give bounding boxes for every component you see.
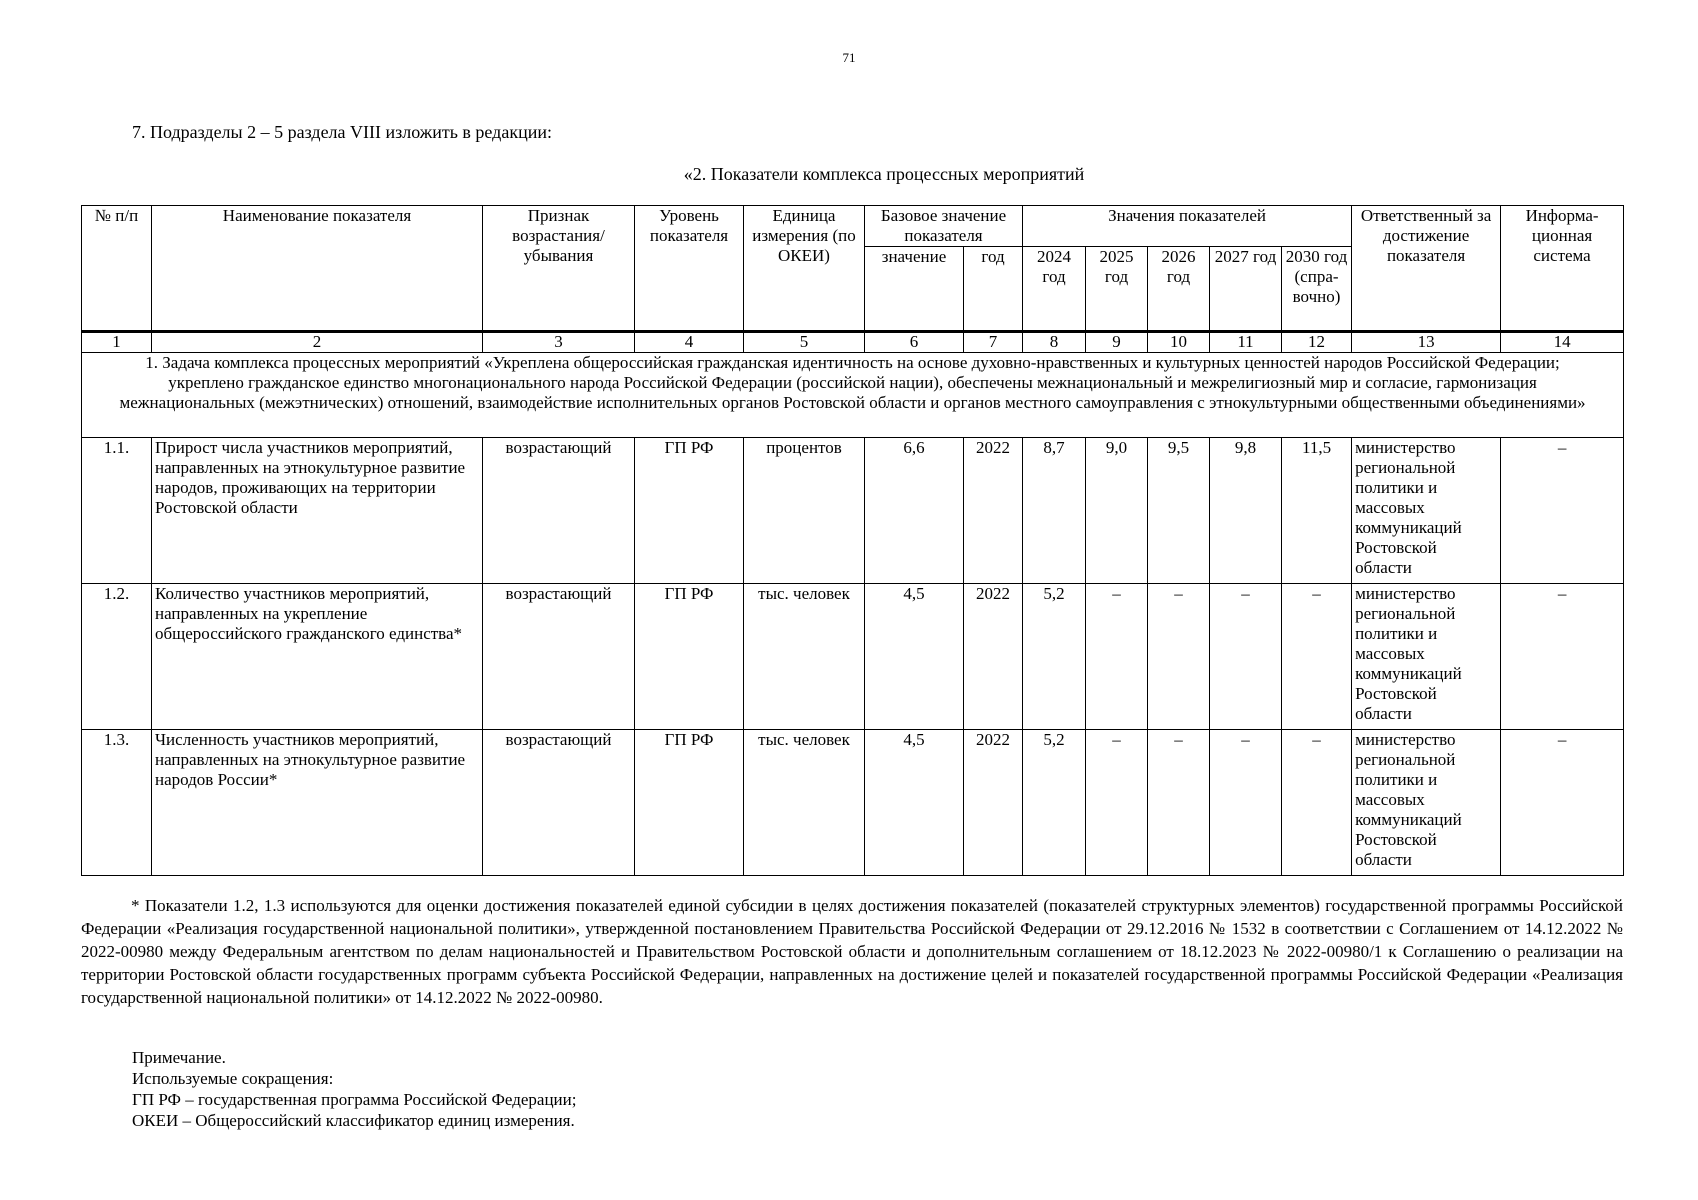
col-number: 12 — [1282, 332, 1352, 353]
row-base-year: 2022 — [964, 584, 1023, 730]
row-trend: возрастающий — [483, 730, 635, 876]
row-2025: – — [1086, 584, 1148, 730]
row-2025: 9,0 — [1086, 438, 1148, 584]
col-number: 1 — [82, 332, 152, 353]
notes-block — [132, 1047, 576, 1131]
footnote: * Показатели 1.2, 1.3 используются для оценки достижения показателей единой субсидии в целях достижения показателей (показателей структурных элементов) государственной программы Российской Федерации «Реализация государственной национальной политики», утвержденной постановлением Правительства Российской Федерации от 29.12.2016 № 1532 в соответствии с Соглашением от 14.12.2022 № 2022-00980 между Федеральным агентством по делам национальностей и Правительством Ростовской области и дополнительным соглашением от 18.12.2023 № 2022-00980/1 к Соглашению о реализации на территории Ростовской области государственных программ субъекта Российской Федерации, направленных на достижение целей и показателей государственной программы Российской Федерации «Реализация государственной национальной политики» от 14.12.2022 № 2022-00980. — [81, 896, 1623, 1007]
header-2030: 2030 год (спра-вочно) — [1282, 247, 1352, 332]
row-2027: – — [1210, 730, 1282, 876]
subsection-title: «2. Показатели комплекса процессных мероприятий — [683, 164, 1085, 184]
header-2025: 2025 год — [1086, 247, 1148, 332]
row-base-value: 4,5 — [865, 584, 964, 730]
row-base-value: 6,6 — [865, 438, 964, 584]
task-row — [82, 353, 1624, 438]
row-info-system: – — [1501, 438, 1624, 584]
row-name: Количество участников мероприятий, направленных на укрепление общероссийского гражданского единства* — [152, 584, 483, 730]
row-base-year: 2022 — [964, 730, 1023, 876]
row-base-value: 4,5 — [865, 730, 964, 876]
row-2030: 11,5 — [1282, 438, 1352, 584]
notes-subtitle: Используемые сокращения: — [132, 1069, 334, 1088]
row-num: 1.1. — [82, 438, 152, 584]
col-number: 9 — [1086, 332, 1148, 353]
row-responsible: министерство региональной политики и массовых коммуникаций Ростовской области — [1352, 730, 1501, 876]
header-name: Наименование показателя — [152, 206, 483, 332]
row-2025: – — [1086, 730, 1148, 876]
header-unit: Единица измерения (по ОКЕИ) — [744, 206, 865, 332]
col-number: 8 — [1023, 332, 1086, 353]
task-text: 1. Задача комплекса процессных мероприятий «Укреплена общероссийская гражданская идентичность на основе духовно-нравственных и культурных ценностей народов Российской Федерации; укреплено гражданское единство многонационального народа Российской Федерации (российской нации), обеспечены межнациональный и межрелигиозный мир и согласие, гармонизация межнациональных (межэтнических) отношений, взаимодействие исполнительных органов Ростовской области и органов местного самоуправления с этнокультурными общественными объединениями» — [82, 353, 1624, 438]
row-2030: – — [1282, 584, 1352, 730]
row-unit: тыс. человек — [744, 730, 865, 876]
table-row — [82, 584, 1624, 730]
row-2024: 5,2 — [1023, 584, 1086, 730]
row-2024: 8,7 — [1023, 438, 1086, 584]
row-2026: – — [1148, 584, 1210, 730]
table-row — [82, 730, 1624, 876]
row-2024: 5,2 — [1023, 730, 1086, 876]
row-trend: возрастающий — [483, 584, 635, 730]
header-responsible: Ответственный за достижение показателя — [1352, 206, 1501, 332]
col-number: 2 — [152, 332, 483, 353]
page-number: 71 — [842, 50, 856, 65]
row-trend: возрастающий — [483, 438, 635, 584]
header-values: Значения показателей — [1023, 206, 1352, 247]
row-name: Прирост числа участников мероприятий, направленных на этнокультурное развитие народов, проживающих на территории Ростовской области — [152, 438, 483, 584]
col-number: 10 — [1148, 332, 1210, 353]
col-number: 7 — [964, 332, 1023, 353]
row-level: ГП РФ — [635, 584, 744, 730]
row-num: 1.2. — [82, 584, 152, 730]
header-num: № п/п — [82, 206, 152, 332]
intro-paragraph: 7. Подразделы 2 – 5 раздела VIII изложить в редакции: — [132, 122, 552, 142]
row-responsible: министерство региональной политики и массовых коммуникаций Ростовской области — [1352, 584, 1501, 730]
header-base-value: значение — [865, 247, 964, 332]
row-2027: – — [1210, 584, 1282, 730]
col-number: 5 — [744, 332, 865, 353]
col-number: 14 — [1501, 332, 1624, 353]
header-2027: 2027 год — [1210, 247, 1282, 332]
column-numbers-row — [82, 332, 1624, 353]
header-level: Уровень показателя — [635, 206, 744, 332]
row-2030: – — [1282, 730, 1352, 876]
row-2026: – — [1148, 730, 1210, 876]
abbreviation-item: ГП РФ – государственная программа Российской Федерации; — [132, 1090, 577, 1109]
header-trend: Признак возрастания/ убывания — [483, 206, 635, 332]
header-info-system: Информа-ционная система — [1501, 206, 1624, 332]
row-level: ГП РФ — [635, 730, 744, 876]
header-row-1 — [82, 206, 1624, 247]
header-base-year: год — [964, 247, 1023, 332]
row-unit: тыс. человек — [744, 584, 865, 730]
row-base-year: 2022 — [964, 438, 1023, 584]
row-responsible: министерство региональной политики и массовых коммуникаций Ростовской области — [1352, 438, 1501, 584]
header-2026: 2026 год — [1148, 247, 1210, 332]
row-unit: процентов — [744, 438, 865, 584]
row-info-system: – — [1501, 584, 1624, 730]
col-number: 3 — [483, 332, 635, 353]
row-2026: 9,5 — [1148, 438, 1210, 584]
header-2024: 2024 год — [1023, 247, 1086, 332]
row-info-system: – — [1501, 730, 1624, 876]
indicators-table — [81, 205, 1624, 876]
row-2027: 9,8 — [1210, 438, 1282, 584]
table-body — [82, 332, 1624, 876]
table-row — [82, 438, 1624, 584]
col-number: 11 — [1210, 332, 1282, 353]
row-num: 1.3. — [82, 730, 152, 876]
col-number: 6 — [865, 332, 964, 353]
header-base: Базовое значение показателя — [865, 206, 1023, 247]
row-name: Численность участников мероприятий, направленных на этнокультурное развитие народов России* — [152, 730, 483, 876]
row-level: ГП РФ — [635, 438, 744, 584]
col-number: 13 — [1352, 332, 1501, 353]
col-number: 4 — [635, 332, 744, 353]
notes-title: Примечание. — [132, 1048, 226, 1067]
abbreviation-item: ОКЕИ – Общероссийский классификатор единиц измерения. — [132, 1111, 575, 1130]
